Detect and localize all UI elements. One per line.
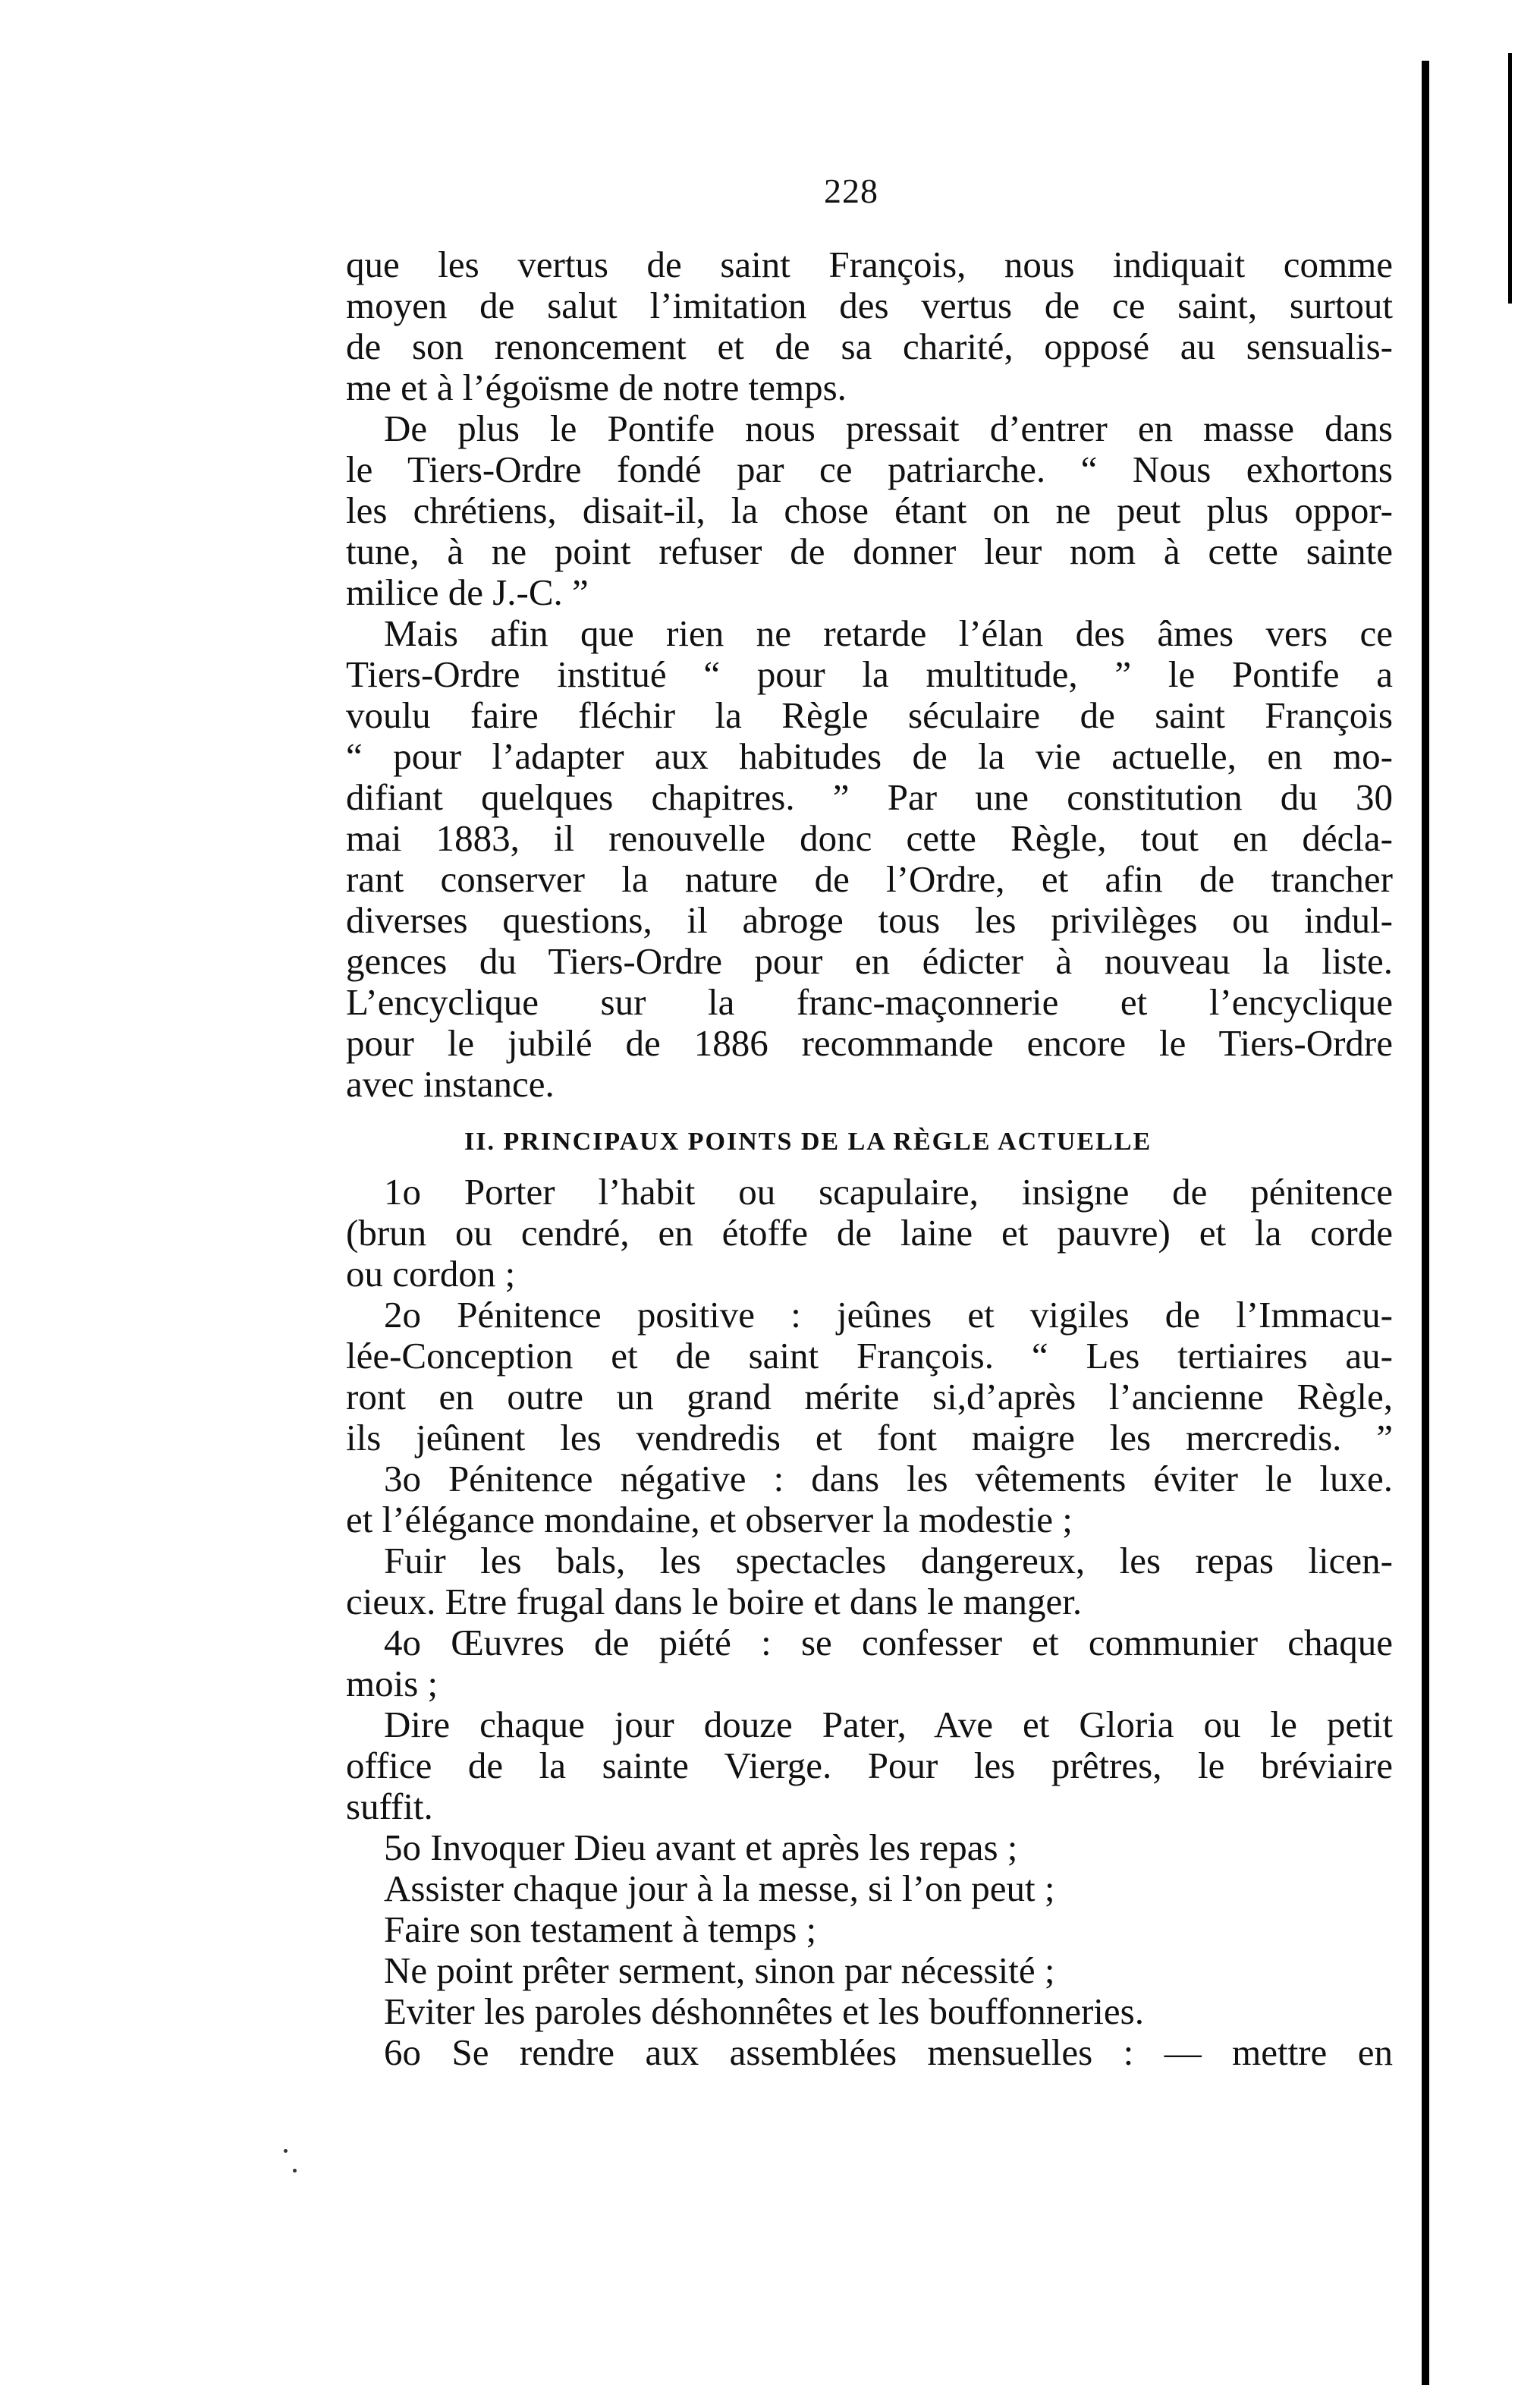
text-line: que les vertus de saint François, nous indiquait comme xyxy=(346,244,1393,285)
scan-speck xyxy=(293,2169,297,2173)
text-line: office de la sainte Vierge. Pour les prêtres, le bréviaire xyxy=(346,1745,1393,1786)
text-line: les chrétiens, disait-il, la chose étant on ne peut plus oppor- xyxy=(346,489,1393,531)
text-line: 3o Pénitence négative : dans les vêtements éviter le luxe. xyxy=(384,1458,1393,1499)
text-line: le Tiers-Ordre fondé par ce patriarche. “ Nous exhortons xyxy=(346,448,1393,490)
text-line: 1o Porter l’habit ou scapulaire, insigne de pénitence xyxy=(384,1171,1393,1213)
text-line: milice de J.-C. ” xyxy=(346,571,589,613)
text-line: me et à l’égoïsme de notre temps. xyxy=(346,367,847,408)
text-line: tune, à ne point refuser de donner leur nom à cette sainte xyxy=(346,530,1393,572)
text-line: de son renoncement et de sa charité, opposé au sensualis- xyxy=(346,326,1393,367)
text-line: 2o Pénitence positive : jeûnes et vigiles de l’Immacu- xyxy=(384,1294,1393,1336)
text-line: pour le jubilé de 1886 recommande encore le Tiers-Ordre xyxy=(346,1022,1393,1064)
text-line: Mais afin que rien ne retarde l’élan des âmes vers ce xyxy=(384,612,1393,654)
text-line: voulu faire fléchir la Règle séculaire de saint François xyxy=(346,694,1393,736)
text-line: Dire chaque jour douze Pater, Ave et Gloria ou le petit xyxy=(384,1704,1393,1745)
page-edge-rule-thin xyxy=(1508,53,1512,304)
text-line: Assister chaque jour à la messe, si l’on peut ; xyxy=(384,1867,1055,1909)
page-number: 228 xyxy=(824,171,878,210)
text-line: L’encyclique sur la franc-maçonnerie et l’encyclique xyxy=(346,981,1393,1023)
text-line: De plus le Pontife nous pressait d’entrer en masse dans xyxy=(384,407,1393,449)
text-line: Eviter les paroles déshonnêtes et les bouffonneries. xyxy=(384,1990,1144,2032)
text-line: “ pour l’adapter aux habitudes de la vie actuelle, en mo- xyxy=(346,735,1393,777)
section-heading: II. PRINCIPAUX POINTS DE LA RÈGLE ACTUELLE xyxy=(464,1128,1152,1156)
text-line: Fuir les bals, les spectacles dangereux, les repas licen- xyxy=(384,1540,1393,1581)
page-edge-rule xyxy=(1422,61,1429,2385)
text-line: Faire son testament à temps ; xyxy=(384,1908,817,1950)
text-line: moyen de salut l’imitation des vertus de ce saint, surtout xyxy=(346,285,1393,326)
text-line: avec instance. xyxy=(346,1063,555,1105)
text-line: ils jeûnent les vendredis et font maigre les mercredis. ” xyxy=(346,1417,1393,1458)
text-line: 4o Œuvres de piété : se confesser et communier chaque xyxy=(384,1622,1393,1663)
text-line: (brun ou cendré, en étoffe de laine et pauvre) et la corde xyxy=(346,1212,1393,1254)
text-line: mois ; xyxy=(346,1663,438,1704)
text-line: Ne point prêter serment, sinon par nécessité ; xyxy=(384,1949,1055,1991)
text-line: 6o Se rendre aux assemblées mensuelles : — mettre en xyxy=(384,2031,1393,2073)
text-line: 5o Invoquer Dieu avant et après les repas ; xyxy=(384,1827,1018,1868)
text-line: cieux. Etre frugal dans le boire et dans le manger. xyxy=(346,1581,1083,1622)
text-line: Tiers-Ordre institué “ pour la multitude, ” le Pontife a xyxy=(346,653,1393,695)
text-line: difiant quelques chapitres. ” Par une constitution du 30 xyxy=(346,776,1393,818)
text-line: gences du Tiers-Ordre pour en édicter à nouveau la liste. xyxy=(346,940,1393,982)
text-line: suffit. xyxy=(346,1786,433,1827)
text-line: et l’élégance mondaine, et observer la modestie ; xyxy=(346,1499,1073,1540)
text-line: mai 1883, il renouvelle donc cette Règle, tout en décla- xyxy=(346,817,1393,859)
text-line: lée-Conception et de saint François. “ Les tertiaires au- xyxy=(346,1335,1393,1377)
text-line: ront en outre un grand mérite si,d’après l’ancienne Règle, xyxy=(346,1376,1393,1417)
page-body xyxy=(346,244,1393,2073)
scan-speck xyxy=(284,2149,288,2153)
text-line: rant conserver la nature de l’Ordre, et afin de trancher xyxy=(346,858,1393,900)
text-line: diverses questions, il abroge tous les privilèges ou indul- xyxy=(346,899,1393,941)
text-line: ou cordon ; xyxy=(346,1253,516,1295)
